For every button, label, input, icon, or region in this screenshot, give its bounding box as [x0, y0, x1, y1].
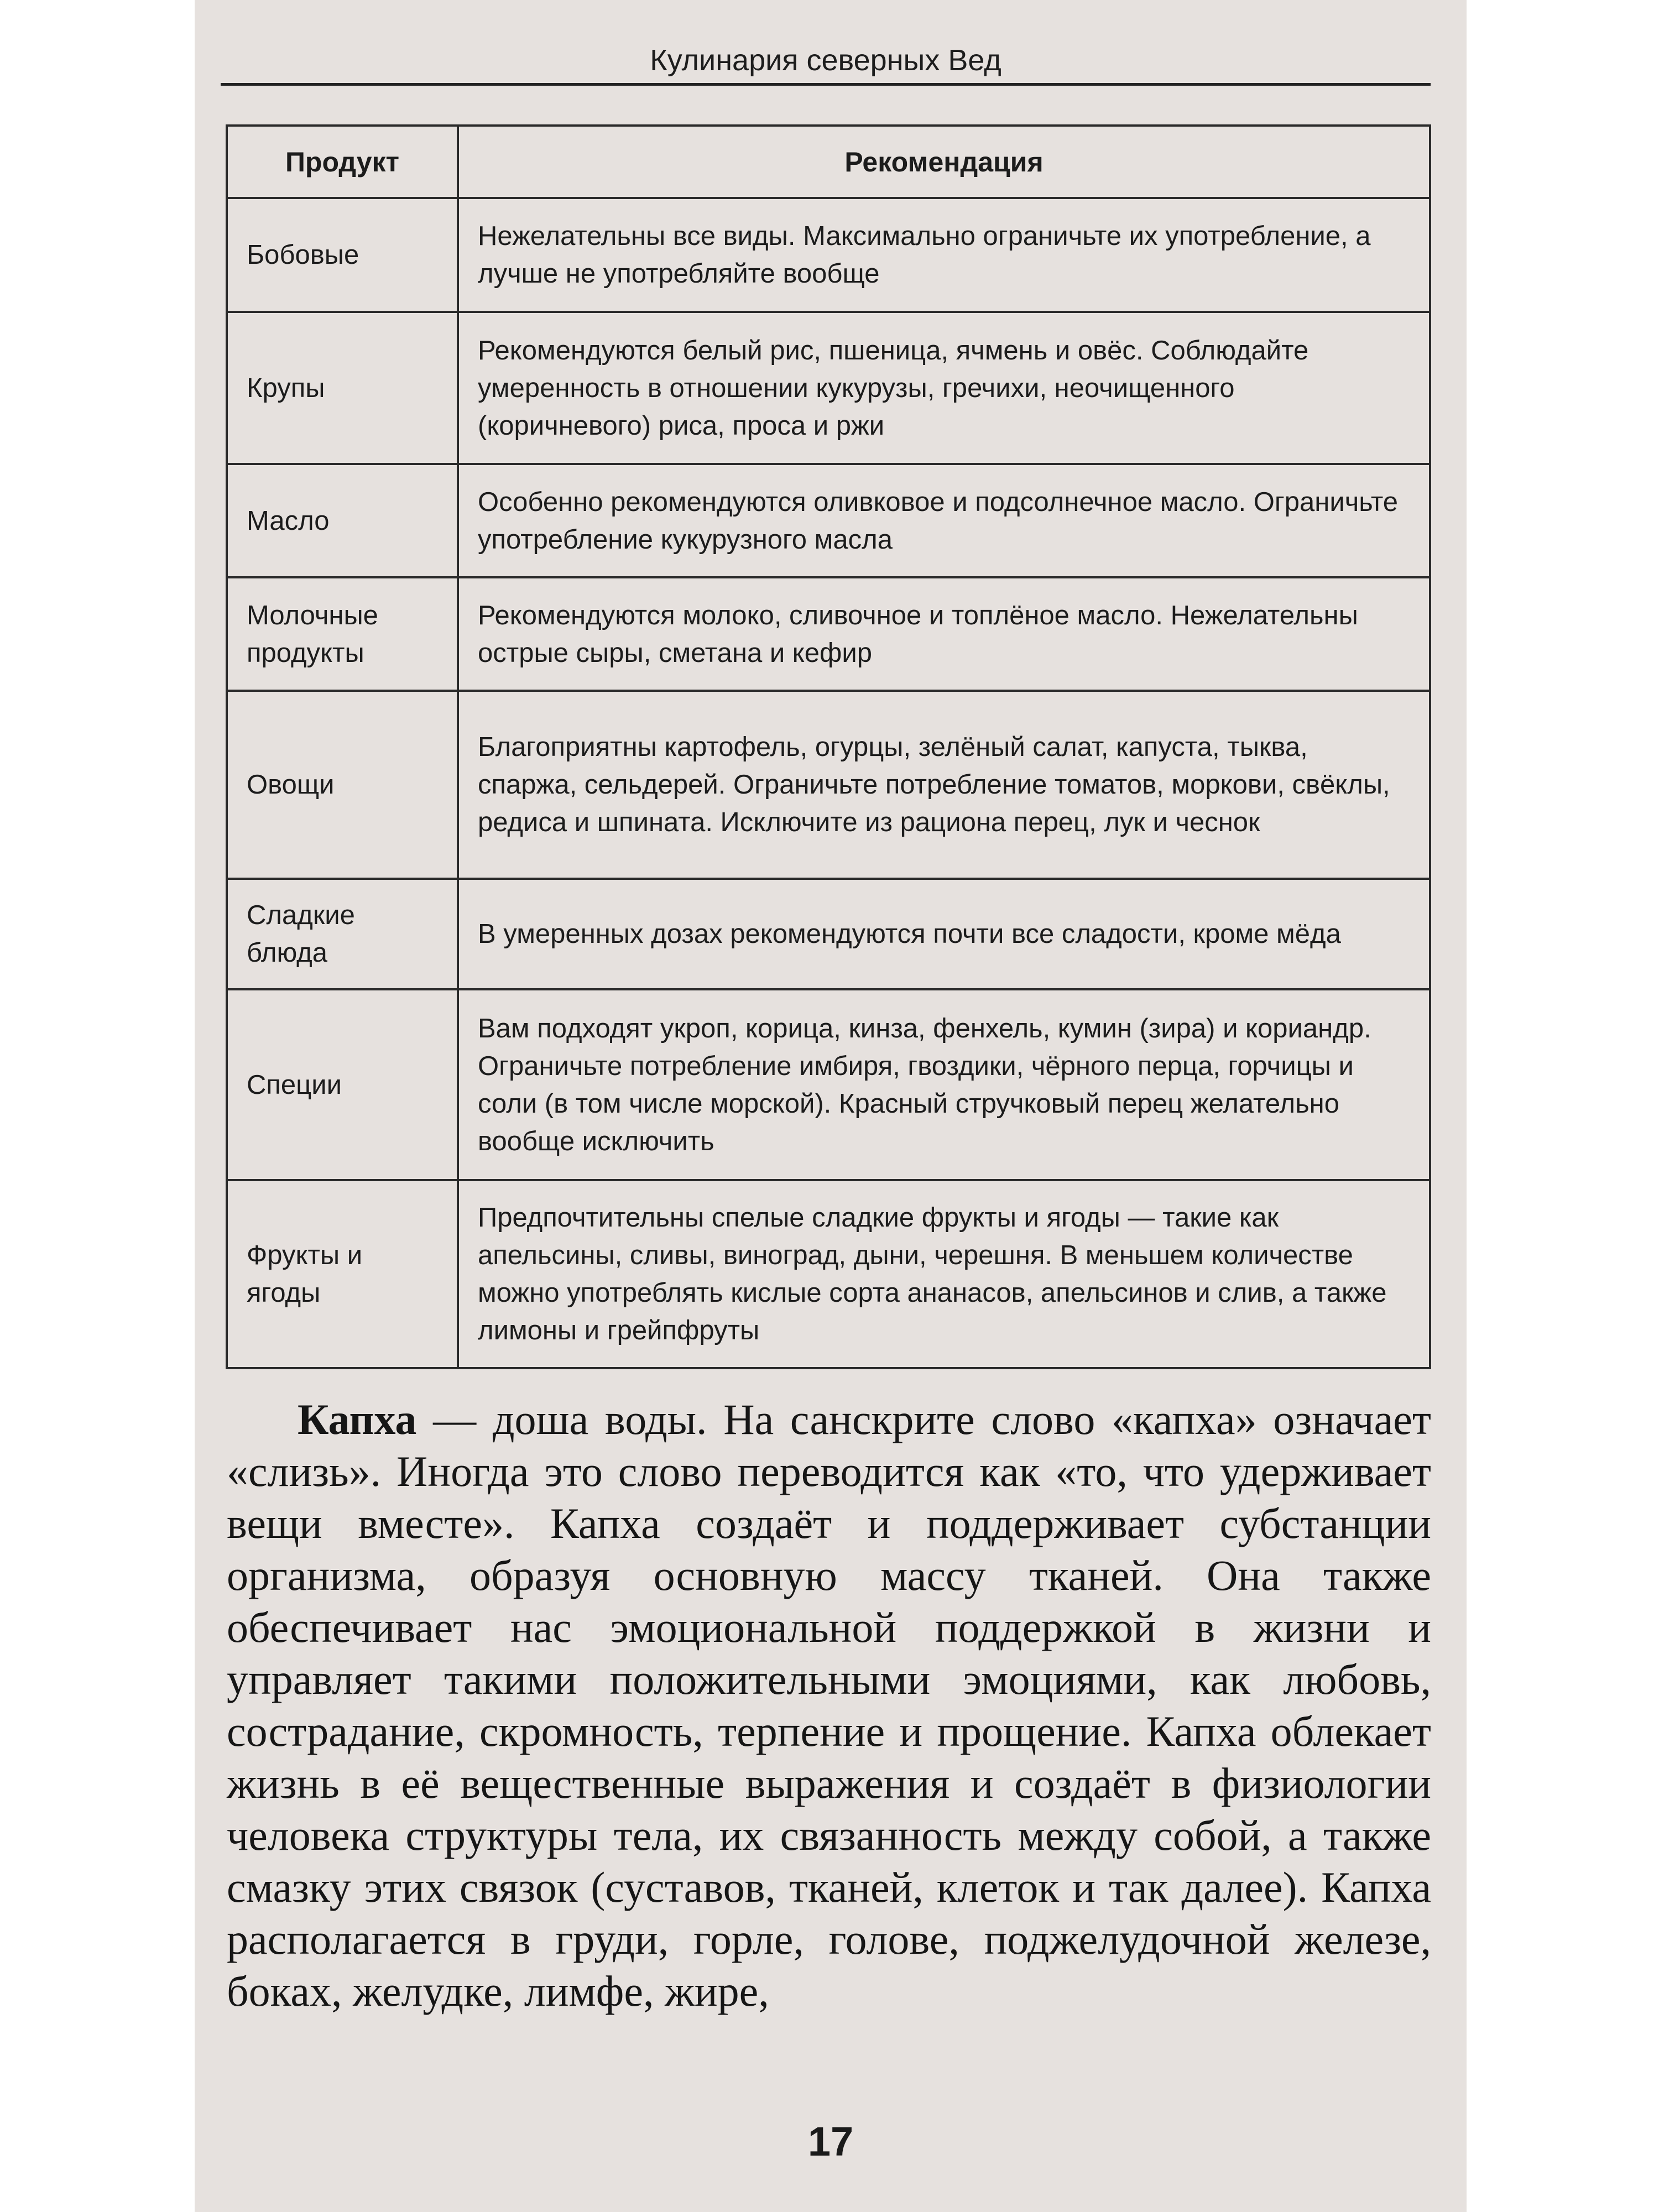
- body-paragraph: [227, 1394, 1431, 2017]
- recommendation-cell: Рекомендуются белый рис, пшеница, ячмень и овёс. Соблюдайте умеренность в отношении кукурузы, гречихи, неочищенного (коричневого) риса, проса и ржи: [458, 312, 1430, 464]
- table-row: [227, 198, 1430, 312]
- recommendation-cell: Нежелательны все виды. Максимально ограничьте их употребление, а лучше не употребляйте вообще: [458, 198, 1430, 312]
- table-row: [227, 577, 1430, 691]
- recommendation-cell: Предпочтительны спелые сладкие фрукты и ягоды — такие как апельсины, сливы, виноград, дыни, черешня. В меньшем количестве можно употреблять кислые сорта ананасов, апельсинов и слив, а также лимоны и грейпфруты: [458, 1180, 1430, 1368]
- product-cell: Сладкие блюда: [227, 879, 458, 989]
- product-cell: Крупы: [227, 312, 458, 464]
- table-row: [227, 879, 1430, 989]
- product-cell: Молочные продукты: [227, 577, 458, 691]
- product-cell: Масло: [227, 464, 458, 577]
- header-rule: [221, 83, 1431, 86]
- recommendation-table: [226, 124, 1431, 1369]
- recommendation-cell: Вам подходят укроп, корица, кинза, фенхель, кумин (зира) и кориандр. Ограничьте потребление имбиря, гвоздики, чёрного перца, горчицы и соли (в том числе морской). Красный стручковый перец желательно вообще исключить: [458, 989, 1430, 1180]
- paragraph-text: — доша воды. На санскрите слово «капха» означает «слизь». Иногда это слово переводится как «то, что удерживает вещи вместе». Капха создаёт и поддерживает субстанции организма, образуя основную массу тканей. Она также обеспечивает нас эмоциональной поддержкой в жизни и управляет такими положительными эмоциями, как любовь, сострадание, скромность, терпение и прощение. Капха облекает жизнь в её вещественные выражения и создаёт в физиологии человека структуры тела, их связанность между собой, а также смазку этих связок (суставов, тканей, клеток и так далее). Капха располагается в груди, горле, голове, поджелудочной железе, боках, желудке, лимфе, жире,: [227, 1395, 1431, 2015]
- table-row: [227, 691, 1430, 879]
- page-number: 17: [807, 2119, 854, 2164]
- recommendation-cell: Особенно рекомендуются оливковое и подсолнечное масло. Ограничьте употребление кукурузного масла: [458, 464, 1430, 577]
- running-header: Кулинария северных Вед: [650, 44, 1001, 77]
- book-page: [195, 0, 1467, 2212]
- column-header-product: Продукт: [227, 126, 458, 198]
- product-cell: Овощи: [227, 691, 458, 879]
- product-cell: Бобовые: [227, 198, 458, 312]
- table-row: [227, 464, 1430, 577]
- recommendation-cell: В умеренных дозах рекомендуются почти все сладости, кроме мёда: [458, 879, 1430, 989]
- table-row: [227, 312, 1430, 464]
- product-cell: Специи: [227, 989, 458, 1180]
- product-cell: Фрукты и ягоды: [227, 1180, 458, 1368]
- table-row: [227, 1180, 1430, 1368]
- table-header-row: [227, 126, 1430, 198]
- term-kapha: Капха: [298, 1395, 417, 1443]
- column-header-recommendation: Рекомендация: [458, 126, 1430, 198]
- recommendation-cell: Рекомендуются молоко, сливочное и топлёное масло. Нежелательны острые сыры, сметана и кефир: [458, 577, 1430, 691]
- recommendation-cell: Благоприятны картофель, огурцы, зелёный салат, капуста, тыква, спаржа, сельдерей. Ограничьте потребление томатов, моркови, свёклы, редиса и шпината. Исключите из рациона перец, лук и чеснок: [458, 691, 1430, 879]
- table-row: [227, 989, 1430, 1180]
